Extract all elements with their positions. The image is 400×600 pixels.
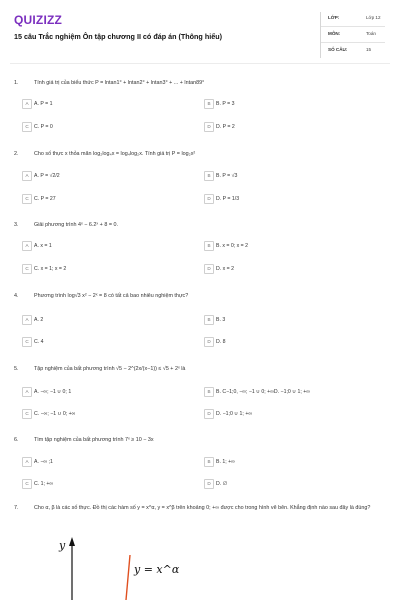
option-letter: A [22,99,32,109]
option-a[interactable] [22,241,172,251]
option-c[interactable] [22,409,172,419]
option-d[interactable] [204,337,354,347]
option-text: B. P = 3 [216,100,235,107]
option-c[interactable] [22,194,172,204]
question-text: Tìm tập nghiệm của bất phương trình 7ˣ ≥ 10 − 3x [34,437,154,443]
function-graph [56,535,196,600]
meta-divider [321,26,385,27]
option-text: C. 4 [34,338,44,345]
option-text: C. P = 27 [34,195,56,202]
option-b[interactable] [204,315,354,325]
option-text: A. −∞ ;1 [34,458,53,465]
meta-box [320,12,393,58]
option-text: D. P = 2 [216,123,235,130]
option-letter: C [22,337,32,347]
option-text: A. 2 [34,316,44,323]
option-d[interactable] [204,479,354,489]
option-letter: C [22,409,32,419]
option-d[interactable] [204,264,354,274]
option-letter: D [204,479,214,489]
meta-row-class [328,12,392,24]
question-text: Tính giá trị của biểu thức P = lntan1° + lntan2° + lntan3° + ... + lntan89° [34,80,205,86]
option-text: A. −∞; −1 ∪ 0; 1 [34,388,72,395]
option-c[interactable] [22,122,172,132]
option-text: A. x = 1 [34,242,52,249]
question-number: 3. [14,222,19,228]
option-letter: A [22,387,32,397]
option-text: D. x = 2 [216,265,235,272]
option-letter: A [22,171,32,181]
option-d[interactable] [204,409,354,419]
meta-key: MÔN: [328,31,341,36]
question-text: Cho α, β là các số thực. Đồ thị các hàm số y = x^α, y = x^β trên khoảng 0; +∞ được cho trong hình vẽ bên. Khẳng định nào sau đây là đúng? [34,505,371,511]
option-c[interactable] [22,479,172,489]
worksheet-title: 15 câu Trắc nghiệm Ôn tập chương II có đáp án (Thông hiểu) [14,32,222,41]
option-text: C. P = 0 [34,123,53,130]
option-c[interactable] [22,337,172,347]
option-letter: C [22,264,32,274]
option-a[interactable] [22,457,172,467]
option-text: D. −1;0 ∪ 1; +∞ [216,410,253,417]
option-text: C. −∞; −1 ∪ 0; +∞ [34,410,76,417]
y-axis-label: y [59,539,66,552]
question-number: 2. [14,151,19,157]
option-text: D. ∅ [216,480,228,487]
option-d[interactable] [204,194,354,204]
option-letter: C [22,122,32,132]
option-text: C. x = 1; x = 2 [34,265,67,272]
option-c[interactable] [22,264,172,274]
option-letter: D [204,194,214,204]
option-letter: B [204,241,214,251]
meta-key: LỚP: [328,15,340,20]
curve-x-alpha [126,555,130,600]
option-letter: B [204,171,214,181]
option-letter: B [204,315,214,325]
curve-label: y = x^α [134,563,180,576]
option-a[interactable] [22,99,172,109]
option-text: A. P = √2/2 [34,172,60,179]
option-text: B. C−1;0, −∞; −1 ∪ 0; +∞D. −1;0 ∪ 1; +∞ [216,388,310,395]
question-number: 5. [14,366,19,372]
option-a[interactable] [22,171,172,181]
meta-row-count [328,44,392,56]
y-axis-arrow [69,537,75,546]
meta-value: 15 [366,47,372,52]
option-letter: C [22,194,32,204]
question-number: 7. [14,505,19,511]
option-text: B. x = 0; x = 2 [216,242,249,249]
question-number: 1. [14,80,19,86]
question-text: Giải phương trình 4ˣ − 6.2ˣ + 8 = 0. [34,222,118,228]
option-text: D. P = 1/3 [216,195,240,202]
question-text: Tập nghiệm của bất phương trình √5 − 2^(2x/(x−1)) ≤ √5 + 2ˣ là [34,366,186,372]
meta-value: Toán [366,31,376,36]
meta-value: Lớp 12 [366,15,381,20]
option-text: A. P = 1 [34,100,53,107]
option-b[interactable] [204,241,354,251]
question-number: 4. [14,293,19,299]
option-text: B. 1; +∞ [216,458,235,465]
option-text: B. 3 [216,316,226,323]
option-b[interactable] [204,171,354,181]
worksheet-header [0,0,400,70]
quizizz-logo: QUIZIZZ [14,13,63,27]
meta-row-subject [328,28,392,40]
option-b[interactable] [204,99,354,109]
option-text: D. 8 [216,338,226,345]
option-letter: D [204,264,214,274]
option-letter: B [204,99,214,109]
option-letter: B [204,387,214,397]
meta-key: SỐ CÂU: [328,47,348,52]
meta-divider [321,42,385,43]
option-letter: D [204,337,214,347]
option-letter: A [22,457,32,467]
option-a[interactable] [22,387,172,397]
option-d[interactable] [204,122,354,132]
option-b[interactable] [204,387,354,397]
option-letter: D [204,409,214,419]
question-number: 6. [14,437,19,443]
question-text: Phương trình log√3 x² − 2ˣ = 8 có tất cả bao nhiêu nghiệm thực? [34,293,189,299]
header-divider [10,63,390,64]
question-text: Cho số thực x thỏa mãn log₂log₄x = log₄log₂x. Tính giá trị P = log₂x² [34,151,196,157]
option-text: C. 1; +∞ [34,480,54,487]
option-text: B. P = √3 [216,172,238,179]
option-a[interactable] [22,315,172,325]
option-letter: A [22,241,32,251]
option-letter: B [204,457,214,467]
option-letter: C [22,479,32,489]
option-b[interactable] [204,457,354,467]
option-letter: A [22,315,32,325]
option-letter: D [204,122,214,132]
